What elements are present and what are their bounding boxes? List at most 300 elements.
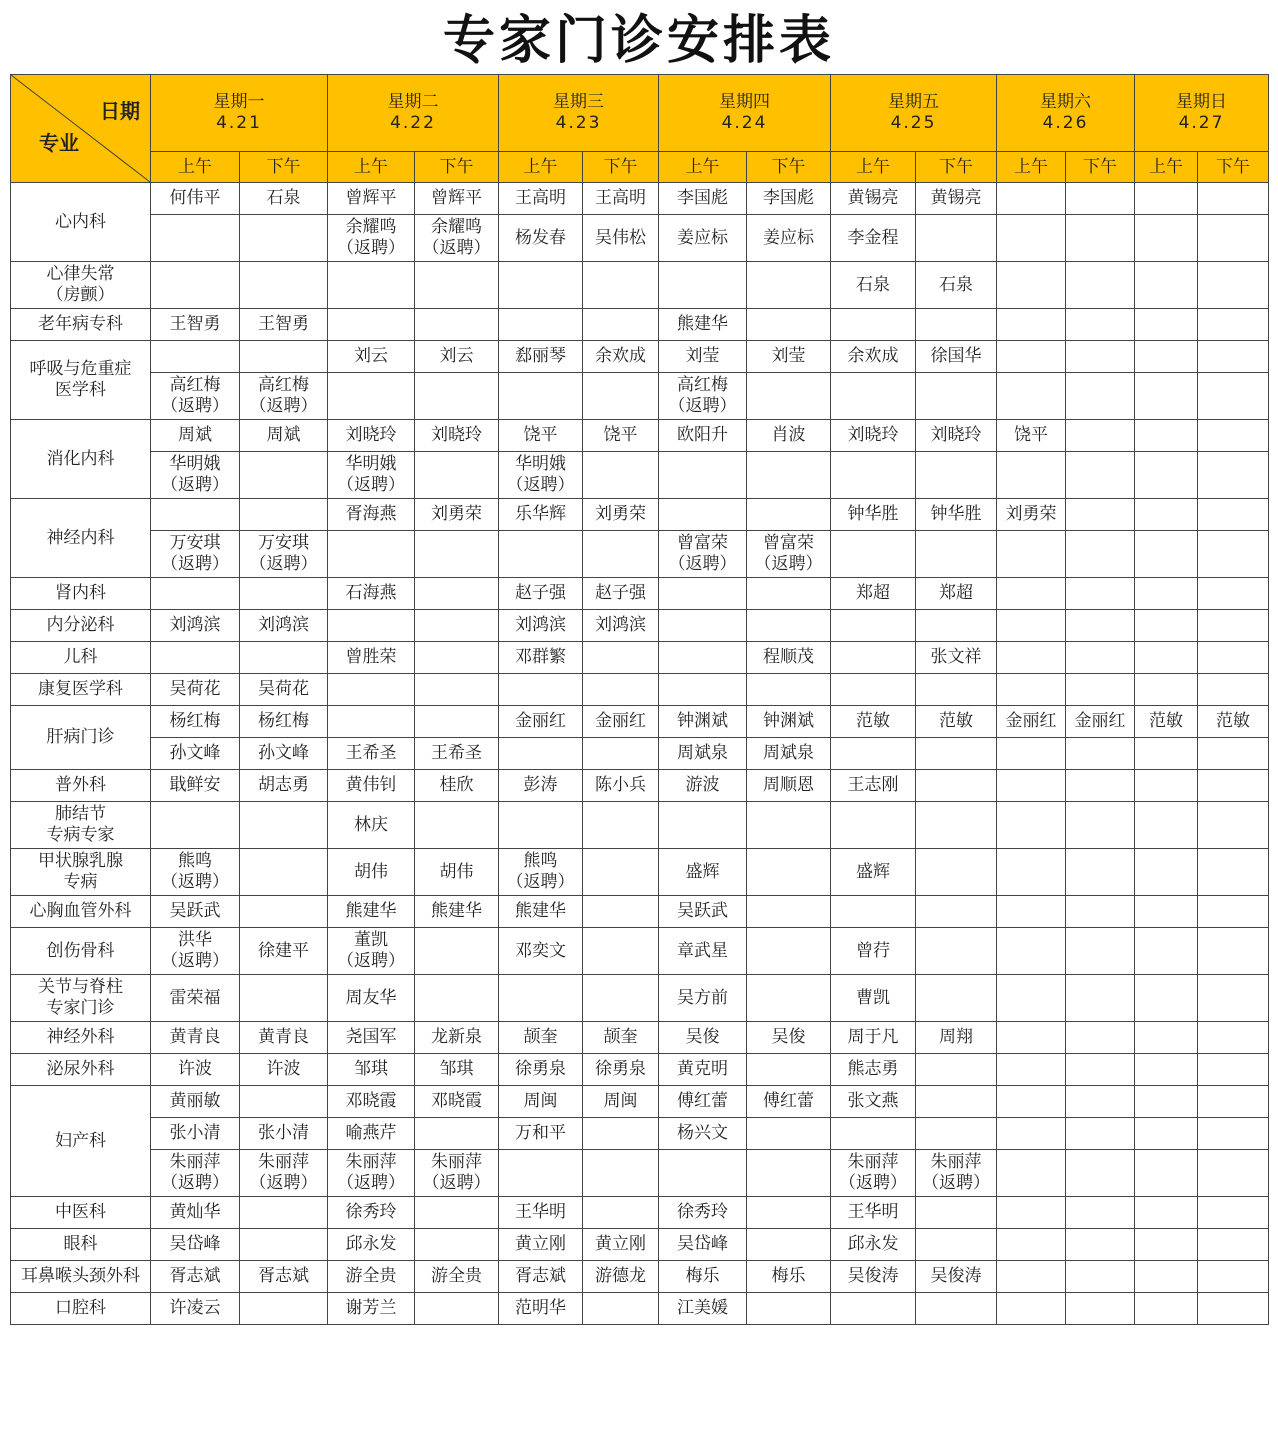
department-name: 康复医学科	[11, 674, 151, 706]
schedule-cell: 何伟平	[151, 183, 240, 215]
schedule-cell: 黄灿华	[151, 1197, 240, 1229]
table-row	[11, 215, 1269, 262]
morning-header: 上午	[499, 152, 583, 183]
schedule-cell	[1198, 1022, 1269, 1054]
schedule-cell	[415, 1293, 499, 1325]
schedule-cell	[997, 610, 1066, 642]
table-row	[11, 770, 1269, 802]
schedule-cell	[831, 373, 916, 420]
schedule-cell: 雷荣福	[151, 975, 240, 1022]
schedule-cell	[328, 610, 415, 642]
schedule-cell: 刘鸿滨	[240, 610, 328, 642]
table-header	[11, 75, 1269, 183]
schedule-cell: 朱丽萍 （返聘）	[916, 1150, 997, 1197]
schedule-cell	[328, 373, 415, 420]
schedule-cell: 董凯 （返聘）	[328, 928, 415, 975]
table-row	[11, 849, 1269, 896]
schedule-cell	[1066, 531, 1135, 578]
schedule-cell	[997, 1197, 1066, 1229]
schedule-cell	[1066, 738, 1135, 770]
day-header	[659, 75, 831, 152]
schedule-cell: 周顺恩	[747, 770, 831, 802]
schedule-cell: 胡志勇	[240, 770, 328, 802]
schedule-cell: 杨发春	[499, 215, 583, 262]
schedule-cell	[583, 373, 659, 420]
schedule-cell	[997, 1229, 1066, 1261]
schedule-cell: 黄青良	[151, 1022, 240, 1054]
day-date: 4.23	[555, 113, 602, 133]
schedule-cell: 盛辉	[831, 849, 916, 896]
schedule-cell	[997, 309, 1066, 341]
schedule-cell	[1135, 928, 1198, 975]
schedule-cell: 周翔	[916, 1022, 997, 1054]
department-name: 心内科	[11, 183, 151, 262]
schedule-cell	[1198, 309, 1269, 341]
schedule-cell	[831, 642, 916, 674]
day-name: 星期五	[888, 92, 939, 112]
schedule-cell	[1066, 262, 1135, 309]
department-name: 内分泌科	[11, 610, 151, 642]
schedule-cell	[240, 452, 328, 499]
schedule-cell	[1135, 1150, 1198, 1197]
schedule-cell	[583, 262, 659, 309]
schedule-cell	[831, 452, 916, 499]
schedule-cell	[997, 674, 1066, 706]
department-name: 妇产科	[11, 1086, 151, 1197]
department-name: 眼科	[11, 1229, 151, 1261]
table-row	[11, 452, 1269, 499]
schedule-cell	[916, 802, 997, 849]
schedule-cell	[1066, 578, 1135, 610]
department-name: 甲状腺乳腺 专病	[11, 849, 151, 896]
department-name: 肝病门诊	[11, 706, 151, 770]
department-name: 消化内科	[11, 420, 151, 499]
day-header	[499, 75, 659, 152]
schedule-cell: 黄丽敏	[151, 1086, 240, 1118]
schedule-table	[10, 74, 1269, 1325]
schedule-cell	[1066, 499, 1135, 531]
schedule-cell	[415, 1229, 499, 1261]
schedule-cell: 刘莹	[747, 341, 831, 373]
day-date: 4.27	[1178, 113, 1225, 133]
table-row	[11, 706, 1269, 738]
schedule-cell	[997, 1054, 1066, 1086]
schedule-cell	[831, 896, 916, 928]
schedule-cell: 傅红蕾	[659, 1086, 747, 1118]
schedule-cell	[1198, 1197, 1269, 1229]
schedule-cell	[831, 674, 916, 706]
schedule-cell: 郑超	[916, 578, 997, 610]
department-name: 肾内科	[11, 578, 151, 610]
schedule-cell: 胥志斌	[151, 1261, 240, 1293]
schedule-cell: 石泉	[831, 262, 916, 309]
schedule-cell: 黄伟钊	[328, 770, 415, 802]
day-name: 星期六	[1040, 92, 1091, 112]
schedule-cell	[1066, 373, 1135, 420]
schedule-cell	[1135, 738, 1198, 770]
day-name: 星期二	[387, 92, 439, 112]
schedule-cell	[499, 738, 583, 770]
table-row	[11, 183, 1269, 215]
schedule-cell: 梅乐	[747, 1261, 831, 1293]
schedule-cell: 钟渊斌	[659, 706, 747, 738]
schedule-cell	[747, 1054, 831, 1086]
schedule-cell: 张文祥	[916, 642, 997, 674]
schedule-cell: 范敏	[916, 706, 997, 738]
schedule-cell	[328, 706, 415, 738]
schedule-cell: 范敏	[1135, 706, 1198, 738]
schedule-cell: 吴跃武	[151, 896, 240, 928]
schedule-cell	[659, 452, 747, 499]
schedule-cell	[499, 1150, 583, 1197]
schedule-cell	[240, 975, 328, 1022]
schedule-cell	[916, 1118, 997, 1150]
schedule-cell	[997, 1118, 1066, 1150]
table-row	[11, 1261, 1269, 1293]
schedule-cell	[747, 1150, 831, 1197]
table-row	[11, 373, 1269, 420]
schedule-cell	[916, 770, 997, 802]
department-name: 心律失常 （房颤）	[11, 262, 151, 309]
schedule-cell	[240, 896, 328, 928]
day-date: 4.22	[390, 113, 436, 133]
schedule-cell	[415, 642, 499, 674]
schedule-cell	[151, 341, 240, 373]
schedule-cell	[240, 1086, 328, 1118]
schedule-cell	[1198, 1118, 1269, 1150]
schedule-cell: 盛辉	[659, 849, 747, 896]
schedule-cell: 王高明	[583, 183, 659, 215]
department-name: 普外科	[11, 770, 151, 802]
schedule-cell	[151, 215, 240, 262]
schedule-cell	[747, 309, 831, 341]
table-row	[11, 1086, 1269, 1118]
schedule-cell	[1135, 1197, 1198, 1229]
schedule-cell: 张小清	[240, 1118, 328, 1150]
schedule-cell: 梅乐	[659, 1261, 747, 1293]
schedule-cell: 朱丽萍 （返聘）	[151, 1150, 240, 1197]
schedule-cell	[240, 578, 328, 610]
schedule-cell	[1066, 1086, 1135, 1118]
schedule-cell	[499, 309, 583, 341]
schedule-cell	[1135, 262, 1198, 309]
schedule-cell: 周斌	[151, 420, 240, 452]
schedule-cell	[659, 802, 747, 849]
schedule-cell	[997, 849, 1066, 896]
table-row	[11, 309, 1269, 341]
schedule-cell	[1066, 1150, 1135, 1197]
schedule-cell: 章武星	[659, 928, 747, 975]
schedule-cell	[1066, 802, 1135, 849]
schedule-cell	[1135, 578, 1198, 610]
schedule-cell	[1066, 215, 1135, 262]
schedule-cell: 钟渊斌	[747, 706, 831, 738]
schedule-cell: 张小清	[151, 1118, 240, 1150]
schedule-cell: 林庆	[328, 802, 415, 849]
schedule-cell	[151, 499, 240, 531]
schedule-cell	[1135, 452, 1198, 499]
schedule-cell	[240, 1197, 328, 1229]
schedule-cell	[659, 674, 747, 706]
schedule-cell	[659, 642, 747, 674]
schedule-cell: 游波	[659, 770, 747, 802]
schedule-cell: 游全贵	[328, 1261, 415, 1293]
schedule-cell	[747, 849, 831, 896]
schedule-cell	[997, 802, 1066, 849]
schedule-cell	[1198, 262, 1269, 309]
schedule-cell: 邓奕文	[499, 928, 583, 975]
day-header	[1135, 75, 1269, 152]
schedule-cell	[583, 309, 659, 341]
schedule-cell	[997, 183, 1066, 215]
schedule-cell	[583, 1150, 659, 1197]
schedule-cell: 万和平	[499, 1118, 583, 1150]
schedule-cell: 高红梅 （返聘）	[659, 373, 747, 420]
schedule-cell: 欧阳升	[659, 420, 747, 452]
schedule-cell	[1135, 420, 1198, 452]
table-row	[11, 610, 1269, 642]
schedule-cell	[831, 610, 916, 642]
afternoon-header: 下午	[1198, 152, 1269, 183]
schedule-cell	[1066, 896, 1135, 928]
department-name: 心胸血管外科	[11, 896, 151, 928]
schedule-cell	[747, 975, 831, 1022]
schedule-cell	[659, 578, 747, 610]
schedule-cell	[997, 896, 1066, 928]
schedule-cell	[997, 642, 1066, 674]
schedule-cell	[916, 1197, 997, 1229]
schedule-cell: 曹凯	[831, 975, 916, 1022]
schedule-cell	[747, 1197, 831, 1229]
schedule-cell	[916, 309, 997, 341]
schedule-cell	[240, 802, 328, 849]
schedule-cell: 姜应标	[747, 215, 831, 262]
day-date: 4.21	[216, 113, 262, 133]
schedule-cell: 杨红梅	[240, 706, 328, 738]
department-name: 泌尿外科	[11, 1054, 151, 1086]
table-row	[11, 1118, 1269, 1150]
corner-diagonal	[11, 75, 150, 182]
schedule-cell: 王高明	[499, 183, 583, 215]
schedule-cell	[997, 373, 1066, 420]
schedule-cell	[1198, 849, 1269, 896]
schedule-cell: 周友华	[328, 975, 415, 1022]
day-name: 星期一	[213, 92, 265, 112]
schedule-cell: 熊建华	[415, 896, 499, 928]
schedule-cell	[1198, 215, 1269, 262]
schedule-cell: 许波	[151, 1054, 240, 1086]
schedule-cell: 曾富荣 （返聘）	[659, 531, 747, 578]
schedule-cell: 万安琪 （返聘）	[240, 531, 328, 578]
schedule-cell: 曾辉平	[328, 183, 415, 215]
schedule-cell: 李金程	[831, 215, 916, 262]
schedule-cell	[415, 1118, 499, 1150]
day-name: 星期日	[1176, 92, 1227, 112]
schedule-cell: 徐秀玲	[328, 1197, 415, 1229]
schedule-cell: 孙文峰	[151, 738, 240, 770]
schedule-cell	[1066, 1197, 1135, 1229]
schedule-cell	[1135, 1229, 1198, 1261]
schedule-cell	[997, 215, 1066, 262]
schedule-cell	[997, 341, 1066, 373]
schedule-cell	[583, 1118, 659, 1150]
schedule-cell	[583, 452, 659, 499]
schedule-cell	[659, 262, 747, 309]
schedule-cell: 江美媛	[659, 1293, 747, 1325]
schedule-cell: 饶平	[997, 420, 1066, 452]
schedule-cell	[1198, 499, 1269, 531]
schedule-cell: 金丽红	[583, 706, 659, 738]
schedule-cell	[499, 373, 583, 420]
schedule-cell: 谢芳兰	[328, 1293, 415, 1325]
schedule-cell	[997, 578, 1066, 610]
schedule-cell: 范敏	[1198, 706, 1269, 738]
afternoon-header: 下午	[747, 152, 831, 183]
schedule-cell: 吴岱峰	[659, 1229, 747, 1261]
schedule-cell: 朱丽萍 （返聘）	[328, 1150, 415, 1197]
schedule-cell: 徐勇泉	[499, 1054, 583, 1086]
schedule-cell	[583, 531, 659, 578]
schedule-cell: 邓群繁	[499, 642, 583, 674]
department-name: 神经外科	[11, 1022, 151, 1054]
schedule-cell: 余欢成	[583, 341, 659, 373]
schedule-cell: 颉奎	[583, 1022, 659, 1054]
schedule-cell	[1135, 849, 1198, 896]
schedule-cell	[328, 262, 415, 309]
schedule-cell: 刘鸿滨	[499, 610, 583, 642]
schedule-cell	[747, 1229, 831, 1261]
schedule-cell: 许凌云	[151, 1293, 240, 1325]
schedule-cell	[583, 849, 659, 896]
schedule-cell	[583, 896, 659, 928]
schedule-cell: 吴俊	[659, 1022, 747, 1054]
schedule-cell: 王智勇	[151, 309, 240, 341]
schedule-cell	[997, 1293, 1066, 1325]
schedule-cell: 刘云	[328, 341, 415, 373]
schedule-cell	[1066, 642, 1135, 674]
schedule-cell: 徐秀玲	[659, 1197, 747, 1229]
schedule-cell: 桂欣	[415, 770, 499, 802]
department-name: 呼吸与危重症 医学科	[11, 341, 151, 420]
schedule-cell	[831, 1118, 916, 1150]
schedule-cell: 戢鲜安	[151, 770, 240, 802]
schedule-cell: 李国彪	[747, 183, 831, 215]
schedule-cell: 黄青良	[240, 1022, 328, 1054]
schedule-cell: 王智勇	[240, 309, 328, 341]
day-header	[328, 75, 499, 152]
schedule-cell: 黄立刚	[499, 1229, 583, 1261]
schedule-cell	[499, 262, 583, 309]
schedule-cell	[997, 770, 1066, 802]
schedule-cell	[240, 499, 328, 531]
schedule-cell: 傅红蕾	[747, 1086, 831, 1118]
day-header	[831, 75, 997, 152]
schedule-cell	[831, 802, 916, 849]
schedule-cell: 吴跃武	[659, 896, 747, 928]
schedule-cell	[747, 1118, 831, 1150]
schedule-cell: 钟华胜	[831, 499, 916, 531]
table-row	[11, 975, 1269, 1022]
schedule-cell: 黄克明	[659, 1054, 747, 1086]
schedule-cell: 尧国军	[328, 1022, 415, 1054]
schedule-cell	[831, 738, 916, 770]
schedule-cell: 周闽	[583, 1086, 659, 1118]
schedule-cell: 周斌泉	[659, 738, 747, 770]
schedule-cell: 吴俊涛	[916, 1261, 997, 1293]
schedule-cell	[1066, 1022, 1135, 1054]
corner-specialty-label: 专业	[39, 131, 79, 155]
schedule-cell: 邱永发	[831, 1229, 916, 1261]
schedule-cell	[916, 1229, 997, 1261]
schedule-cell: 高红梅 （返聘）	[151, 373, 240, 420]
schedule-cell: 邹琪	[328, 1054, 415, 1086]
schedule-cell: 赵子强	[499, 578, 583, 610]
schedule-cell	[583, 674, 659, 706]
schedule-cell: 刘晓玲	[328, 420, 415, 452]
schedule-cell	[151, 578, 240, 610]
schedule-cell	[1198, 452, 1269, 499]
schedule-cell: 杨红梅	[151, 706, 240, 738]
schedule-cell: 洪华 （返聘）	[151, 928, 240, 975]
schedule-cell: 朱丽萍 （返聘）	[831, 1150, 916, 1197]
schedule-cell: 邱永发	[328, 1229, 415, 1261]
department-name: 老年病专科	[11, 309, 151, 341]
schedule-cell	[583, 1197, 659, 1229]
schedule-cell	[1198, 1293, 1269, 1325]
schedule-cell	[415, 373, 499, 420]
schedule-cell: 余欢成	[831, 341, 916, 373]
schedule-cell: 曾胜荣	[328, 642, 415, 674]
schedule-cell	[1135, 215, 1198, 262]
schedule-cell	[916, 373, 997, 420]
day-date: 4.25	[890, 113, 937, 133]
schedule-cell: 吴荷花	[151, 674, 240, 706]
schedule-cell: 张文燕	[831, 1086, 916, 1118]
schedule-cell	[659, 610, 747, 642]
schedule-cell	[1135, 896, 1198, 928]
afternoon-header: 下午	[240, 152, 328, 183]
schedule-cell	[499, 975, 583, 1022]
schedule-cell: 曾荇	[831, 928, 916, 975]
schedule-cell	[916, 452, 997, 499]
schedule-cell	[240, 1293, 328, 1325]
table-row	[11, 531, 1269, 578]
schedule-cell: 钟华胜	[916, 499, 997, 531]
schedule-cell: 高红梅 （返聘）	[240, 373, 328, 420]
table-row	[11, 262, 1269, 309]
schedule-cell: 周闽	[499, 1086, 583, 1118]
schedule-cell	[583, 642, 659, 674]
morning-header: 上午	[659, 152, 747, 183]
schedule-cell: 熊建华	[499, 896, 583, 928]
schedule-cell: 刘勇荣	[415, 499, 499, 531]
schedule-cell: 饶平	[583, 420, 659, 452]
day-header	[151, 75, 328, 152]
schedule-cell: 吴岱峰	[151, 1229, 240, 1261]
schedule-cell	[916, 1293, 997, 1325]
morning-header: 上午	[997, 152, 1066, 183]
schedule-cell	[1198, 578, 1269, 610]
schedule-cell	[747, 499, 831, 531]
schedule-cell	[1135, 802, 1198, 849]
department-name: 关节与脊柱 专家门诊	[11, 975, 151, 1022]
schedule-cell	[1135, 642, 1198, 674]
schedule-cell	[1135, 975, 1198, 1022]
day-date: 4.26	[1042, 113, 1089, 133]
schedule-cell	[1135, 770, 1198, 802]
afternoon-header: 下午	[415, 152, 499, 183]
schedule-cell: 周斌	[240, 420, 328, 452]
